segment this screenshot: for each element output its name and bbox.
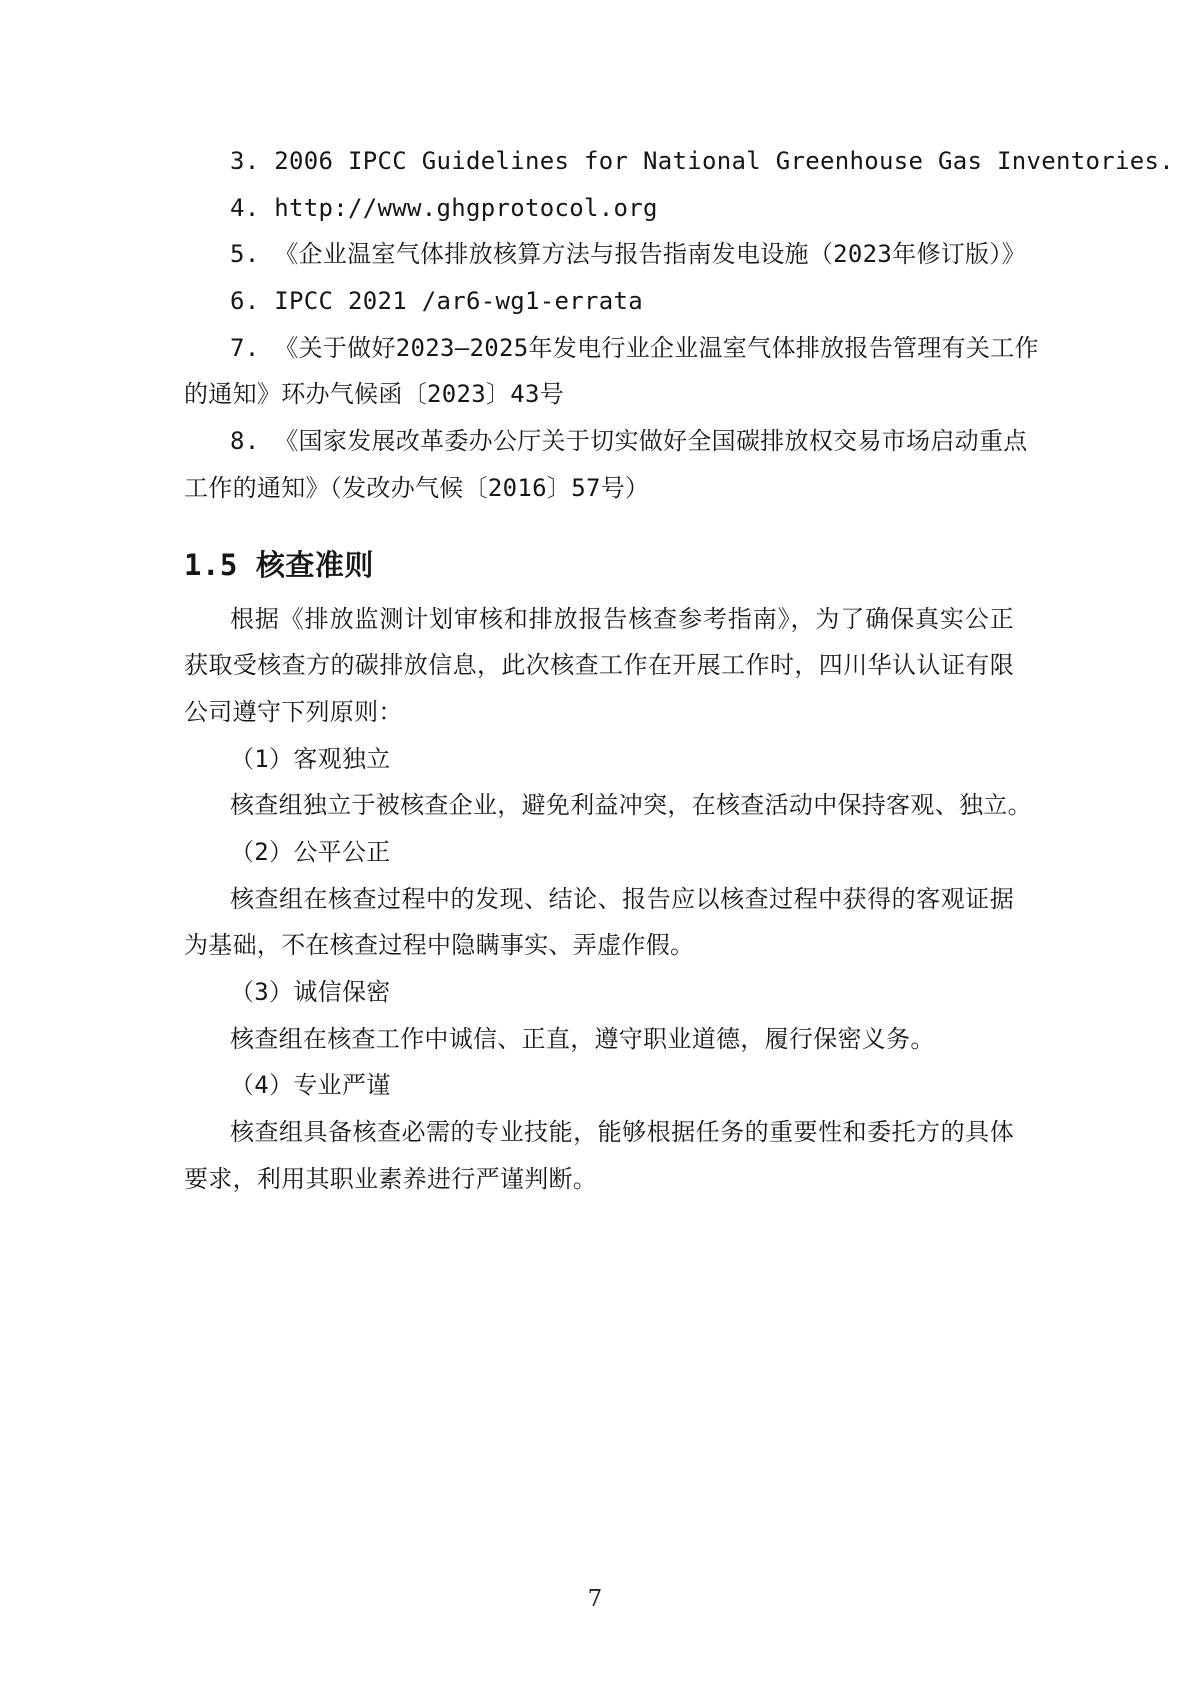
principle-1-title	[184, 736, 1014, 783]
text-line: 7. 《关于做好2023—2025年发电行业企业温室气体排放报告管理有关工作	[230, 333, 1039, 362]
principle-3-title	[184, 969, 1014, 1016]
text-line: 4. http://www.ghgprotocol.org	[230, 193, 658, 222]
section-intro	[184, 596, 1014, 736]
text-line: 为基础，不在核查过程中隐瞒事实、弄虚作假。	[184, 931, 695, 960]
section-heading-1-5: 1.5 核查准则	[184, 547, 374, 582]
principle-4-title	[184, 1062, 1014, 1109]
text-line: 核查组具备核查必需的专业技能，能够根据任务的重要性和委托方的具体	[230, 1118, 1014, 1147]
text-line: 5. 《企业温室气体排放核算方法与报告指南发电设施（2023年修订版）》	[230, 240, 1026, 269]
reference-6	[184, 278, 1014, 325]
principle-4-body	[184, 1109, 1014, 1202]
page-number: 7	[587, 1586, 603, 1612]
text-line: （1）客观独立	[230, 744, 391, 773]
document-body	[184, 138, 1174, 1202]
text-line: 核查组独立于被核查企业，避免利益冲突，在核查活动中保持客观、独立。	[230, 791, 1032, 820]
text-line: 的通知》环办气候函〔2023〕43号	[184, 380, 565, 409]
text-line: 要求，利用其职业素养进行严谨判断。	[184, 1164, 598, 1193]
text-line: 公司遵守下列原则：	[184, 697, 403, 726]
text-line: （2）公平公正	[230, 837, 391, 866]
page-footer	[0, 1584, 1190, 1614]
reference-3	[184, 138, 1174, 185]
text-line: 6. IPCC 2021 /ar6-wg1-errata	[230, 287, 643, 316]
reference-8	[184, 418, 1028, 511]
text-line: 核查组在核查工作中诚信、正直，遵守职业道德，履行保密义务。	[230, 1024, 935, 1053]
text-line: （3）诚信保密	[230, 978, 391, 1006]
text-line: 获取受核查方的碳排放信息，此次核查工作在开展工作时，四川华认认证有限	[184, 651, 1014, 680]
text-line: 工作的通知》（发改办气候〔2016〕57号）	[184, 473, 650, 502]
text-line: 根据《排放监测计划审核和排放报告核查参考指南》，为了确保真实公正	[230, 604, 1014, 633]
reference-7	[184, 325, 1039, 418]
principle-2-body	[184, 876, 1014, 969]
text-line: （4）专业严谨	[230, 1071, 391, 1100]
text-line: 核查组在核查过程中的发现、结论、报告应以核查过程中获得的客观证据	[230, 884, 1014, 913]
principle-2-title	[184, 829, 1014, 876]
text-line: 8. 《国家发展改革委办公厅关于切实做好全国碳排放权交易市场启动重点	[230, 427, 1028, 456]
reference-5	[184, 231, 1026, 278]
reference-4	[184, 185, 1014, 232]
principle-1-body	[184, 782, 1032, 829]
principle-3-body	[184, 1016, 1014, 1063]
text-line: 3. 2006 IPCC Guidelines for National Greenhouse Gas Inventories.	[230, 147, 1174, 175]
